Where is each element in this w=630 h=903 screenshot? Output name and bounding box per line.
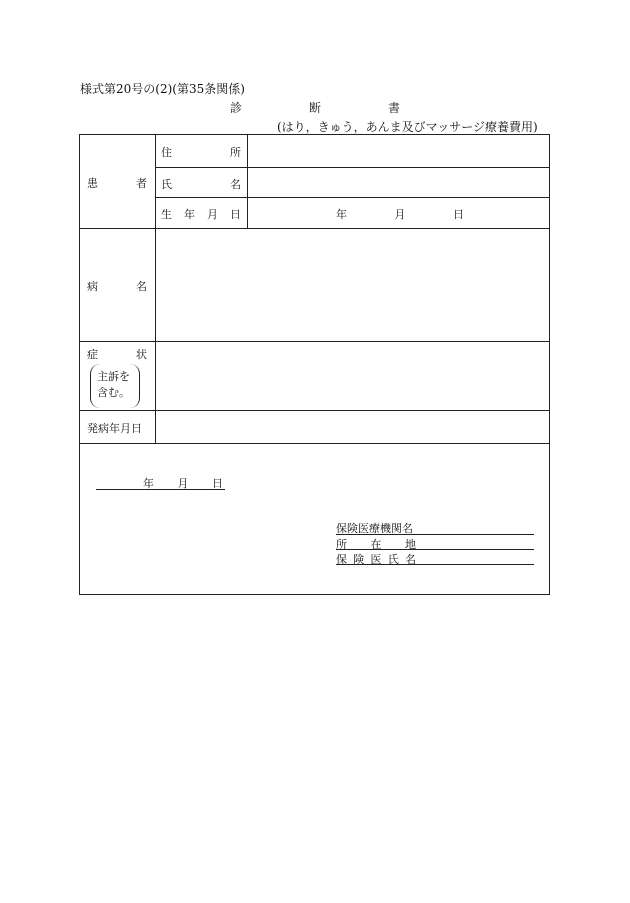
label-char: 医 bbox=[370, 553, 382, 566]
label-char: 名 bbox=[405, 553, 416, 566]
date-char: 日 bbox=[212, 477, 223, 490]
label-char: 所 bbox=[336, 538, 347, 551]
rule-address-bottom bbox=[155, 167, 550, 168]
disease-label bbox=[87, 278, 147, 294]
date-char: 年 bbox=[143, 477, 154, 490]
onset-label: 発病年月日 bbox=[87, 422, 142, 435]
form-number: 様式第20号の(2)(第35条関係) bbox=[80, 82, 245, 96]
name-field[interactable] bbox=[249, 169, 548, 196]
label-char: 保 bbox=[336, 553, 347, 566]
label-char: 患 bbox=[87, 177, 98, 190]
label-char: 病 bbox=[87, 280, 98, 293]
document-title bbox=[230, 99, 400, 116]
rule-onset-bottom bbox=[79, 443, 550, 444]
rule-name-bottom bbox=[155, 197, 550, 198]
label-char: 所 bbox=[230, 146, 241, 159]
label-char: 名 bbox=[230, 178, 241, 191]
label-char: 日 bbox=[230, 208, 241, 221]
label-char: 氏 bbox=[161, 178, 172, 191]
label-char: 症 bbox=[87, 348, 98, 361]
doctor-name-underline[interactable] bbox=[336, 564, 534, 565]
title-char: 診 bbox=[230, 101, 243, 115]
birthdate-field[interactable] bbox=[336, 206, 464, 222]
label-char: 年 bbox=[184, 208, 195, 221]
onset-field[interactable] bbox=[157, 412, 548, 442]
rule-label-column bbox=[155, 134, 156, 443]
label-char: 生 bbox=[161, 208, 172, 221]
label-char: 地 bbox=[405, 538, 416, 551]
institution-label: 保険医療機関名 bbox=[336, 522, 413, 535]
date-char: 日 bbox=[453, 208, 464, 221]
label-char: 住 bbox=[161, 146, 172, 159]
address-field[interactable] bbox=[249, 136, 548, 166]
title-char: 書 bbox=[387, 101, 400, 115]
symptoms-note-line: 含む。 bbox=[97, 386, 130, 399]
symptoms-label bbox=[87, 346, 147, 362]
rule-patient-subcolumn bbox=[247, 134, 248, 228]
title-char: 断 bbox=[308, 101, 321, 115]
label-char: 在 bbox=[370, 538, 382, 551]
disease-field[interactable] bbox=[157, 230, 548, 340]
institution-underline[interactable] bbox=[336, 534, 534, 535]
rule-symptoms-bottom bbox=[79, 410, 550, 411]
symptoms-field[interactable] bbox=[157, 343, 548, 409]
rule-disease-bottom bbox=[79, 341, 550, 342]
date-char: 月 bbox=[177, 477, 189, 490]
symptoms-note bbox=[97, 369, 130, 401]
label-char: 名 bbox=[136, 280, 147, 293]
symptoms-note-line: 主訴を bbox=[97, 370, 130, 383]
birthdate-label bbox=[161, 206, 241, 222]
label-char: 氏 bbox=[387, 553, 399, 566]
rule-patient-bottom bbox=[79, 228, 550, 229]
date-char: 年 bbox=[336, 208, 347, 221]
name-label bbox=[161, 176, 241, 192]
label-char: 状 bbox=[136, 348, 147, 361]
document-subtitle: (はり，きゅう，あんま及びマッサージ療養費用) bbox=[277, 120, 538, 134]
location-underline[interactable] bbox=[336, 549, 534, 550]
label-char: 者 bbox=[136, 177, 147, 190]
issue-date-underline bbox=[96, 489, 225, 490]
address-label bbox=[161, 144, 241, 160]
patient-label bbox=[87, 175, 147, 191]
label-char: 険 bbox=[353, 553, 365, 566]
label-char: 月 bbox=[207, 208, 218, 221]
date-char: 月 bbox=[394, 208, 406, 221]
